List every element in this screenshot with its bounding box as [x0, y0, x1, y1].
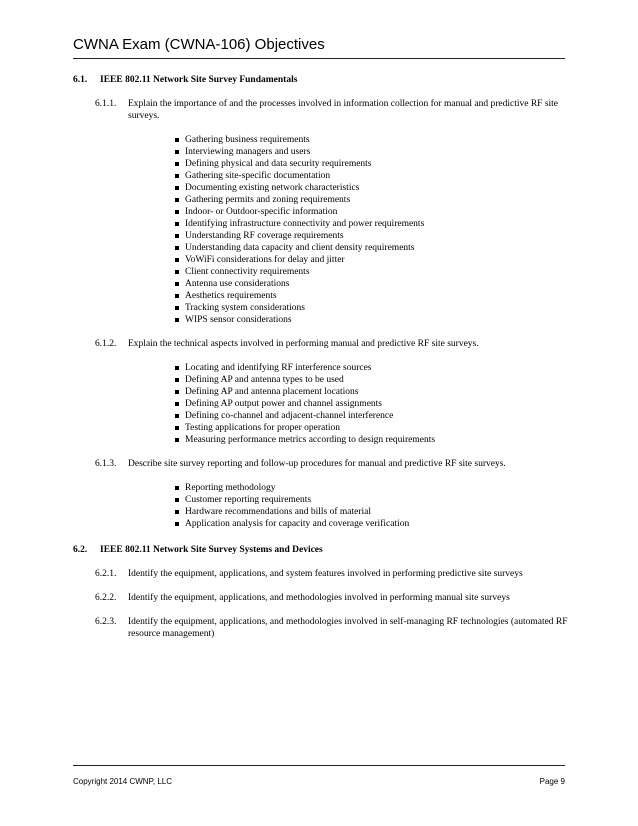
objective-number: 6.2.2. — [95, 593, 117, 603]
list-item: Antenna use considerations — [175, 278, 573, 290]
list-item: Client connectivity requirements — [175, 266, 573, 278]
objective-text: Explain the technical aspects involved in performing manual and predictive RF site surveys. — [128, 339, 479, 349]
square-bullet-icon — [175, 246, 179, 250]
square-bullet-icon — [175, 294, 179, 298]
document-body — [73, 74, 573, 640]
list-item: Defining AP and antenna types to be used — [175, 374, 573, 386]
objective — [73, 458, 573, 530]
objective — [73, 592, 573, 604]
square-bullet-icon — [175, 510, 179, 514]
section-title-text: IEEE 802.11 Network Site Survey Systems and Devices — [100, 545, 323, 555]
bullet-list — [128, 134, 573, 326]
square-bullet-icon — [175, 162, 179, 166]
square-bullet-icon — [175, 306, 179, 310]
list-item: Application analysis for capacity and coverage verification — [175, 518, 573, 530]
section-title-text: IEEE 802.11 Network Site Survey Fundamentals — [100, 75, 298, 85]
square-bullet-icon — [175, 270, 179, 274]
square-bullet-icon — [175, 282, 179, 286]
square-bullet-icon — [175, 402, 179, 406]
page-header-title: CWNA Exam (CWNA-106) Objectives — [73, 36, 325, 53]
list-item: WIPS sensor considerations — [175, 314, 573, 326]
square-bullet-icon — [175, 198, 179, 202]
objective-text: Identify the equipment, applications, and system features involved in performing predictive site surveys — [128, 569, 523, 579]
square-bullet-icon — [175, 366, 179, 370]
square-bullet-icon — [175, 438, 179, 442]
footer-divider — [73, 765, 565, 766]
list-item: Understanding RF coverage requirements — [175, 230, 573, 242]
section-heading — [73, 74, 573, 86]
list-item: Documenting existing network characteristics — [175, 182, 573, 194]
list-item: Locating and identifying RF interference sources — [175, 362, 573, 374]
list-item: Testing applications for proper operation — [175, 422, 573, 434]
square-bullet-icon — [175, 234, 179, 238]
square-bullet-icon — [175, 138, 179, 142]
objective-number: 6.2.3. — [95, 617, 117, 627]
list-item: Understanding data capacity and client density requirements — [175, 242, 573, 254]
list-item: Hardware recommendations and bills of material — [175, 506, 573, 518]
footer-page-number: Page 9 — [539, 777, 565, 786]
list-item: VoWiFi considerations for delay and jitter — [175, 254, 573, 266]
bullet-list — [128, 482, 573, 530]
square-bullet-icon — [175, 390, 179, 394]
objective-number: 6.2.1. — [95, 569, 117, 579]
objective — [73, 98, 573, 326]
list-item: Gathering permits and zoning requirements — [175, 194, 573, 206]
objective — [73, 616, 573, 640]
section-heading — [73, 544, 573, 556]
square-bullet-icon — [175, 222, 179, 226]
objective-number: 6.1.2. — [95, 339, 117, 349]
section-number: 6.2. — [73, 545, 88, 555]
objective — [73, 338, 573, 446]
list-item: Defining co-channel and adjacent-channel interference — [175, 410, 573, 422]
list-item: Reporting methodology — [175, 482, 573, 494]
square-bullet-icon — [175, 174, 179, 178]
square-bullet-icon — [175, 414, 179, 418]
list-item: Identifying infrastructure connectivity and power requirements — [175, 218, 573, 230]
list-item: Defining AP output power and channel assignments — [175, 398, 573, 410]
objective — [73, 568, 573, 580]
objective-text: Explain the importance of and the processes involved in information collection for manual and predictive RF site surveys. — [128, 99, 559, 121]
list-item: Defining AP and antenna placement locations — [175, 386, 573, 398]
header-divider — [73, 58, 565, 59]
footer-copyright: Copyright 2014 CWNP, LLC — [73, 777, 173, 786]
objective-text: Describe site survey reporting and follow-up procedures for manual and predictive RF site surveys. — [128, 459, 506, 469]
objective-text: Identify the equipment, applications, and methodologies involved in self-managing RF technologies (automated RF resource management) — [128, 617, 568, 639]
square-bullet-icon — [175, 522, 179, 526]
square-bullet-icon — [175, 210, 179, 214]
list-item: Interviewing managers and users — [175, 146, 573, 158]
list-item: Customer reporting requirements — [175, 494, 573, 506]
list-item: Gathering business requirements — [175, 134, 573, 146]
list-item: Aesthetics requirements — [175, 290, 573, 302]
objective-number: 6.1.1. — [95, 99, 117, 109]
square-bullet-icon — [175, 426, 179, 430]
square-bullet-icon — [175, 186, 179, 190]
list-item: Indoor- or Outdoor-specific information — [175, 206, 573, 218]
list-item: Measuring performance metrics according to design requirements — [175, 434, 573, 446]
square-bullet-icon — [175, 486, 179, 490]
list-item: Gathering site-specific documentation — [175, 170, 573, 182]
square-bullet-icon — [175, 378, 179, 382]
square-bullet-icon — [175, 318, 179, 322]
square-bullet-icon — [175, 498, 179, 502]
square-bullet-icon — [175, 150, 179, 154]
bullet-list — [128, 362, 573, 446]
objective-number: 6.1.3. — [95, 459, 117, 469]
section-number: 6.1. — [73, 75, 88, 85]
square-bullet-icon — [175, 258, 179, 262]
list-item: Tracking system considerations — [175, 302, 573, 314]
list-item: Defining physical and data security requirements — [175, 158, 573, 170]
objective-text: Identify the equipment, applications, and methodologies involved in performing manual site surveys — [128, 593, 510, 603]
